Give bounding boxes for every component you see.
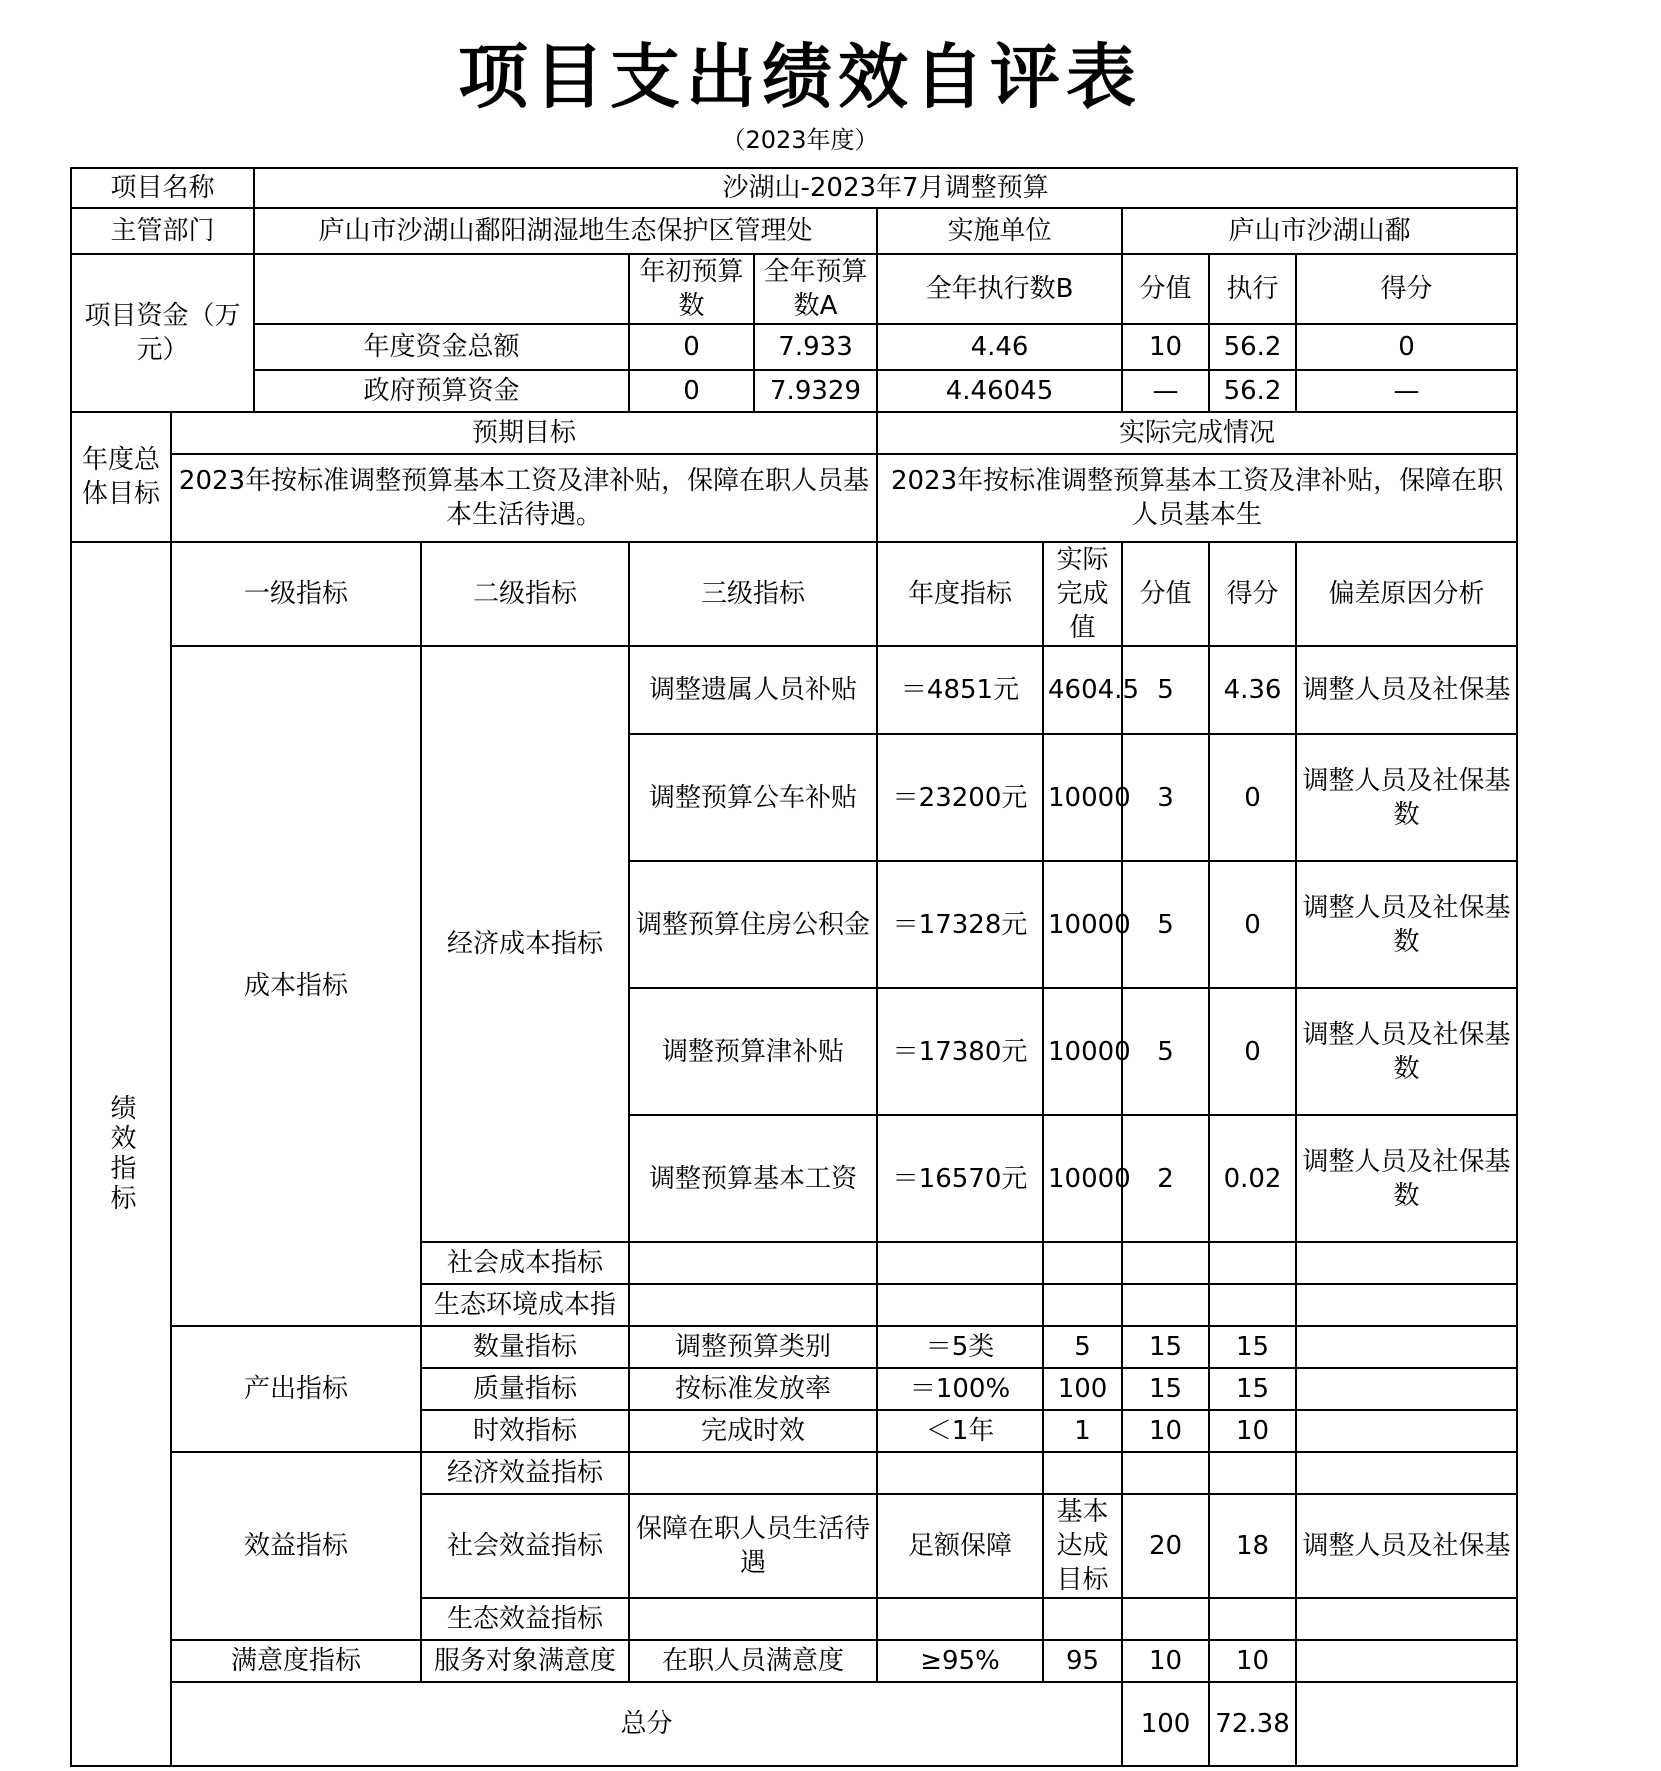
actual-value: 4604.5 — [1043, 646, 1122, 734]
target-value: ＝17328元 — [877, 861, 1043, 988]
target-value: ≥95% — [877, 1640, 1043, 1682]
funds-rate: 56.2 — [1209, 324, 1296, 370]
funds-annual: 7.9329 — [754, 370, 877, 412]
actual-value: 5 — [1043, 1326, 1122, 1368]
deviation-reason: 调整人员及社保基数 — [1296, 1115, 1517, 1242]
header-actual: 实际完成值 — [1043, 542, 1122, 646]
score-value: 20 — [1122, 1494, 1209, 1598]
funds-row-name: 政府预算资金 — [254, 370, 629, 412]
deviation-reason: 调整人员及社保基 — [1296, 1494, 1517, 1598]
score-value: 15 — [1122, 1326, 1209, 1368]
score: 18 — [1209, 1494, 1296, 1598]
funds-score-value: 10 — [1122, 324, 1209, 370]
score: 0 — [1209, 734, 1296, 861]
funds-label: 项目资金（万元） — [71, 254, 254, 412]
impl-value: 庐山市沙湖山鄱 — [1122, 208, 1517, 254]
l2-econ-benefit: 经济效益指标 — [421, 1452, 629, 1494]
target-value: ＝4851元 — [877, 646, 1043, 734]
expected-goal-text: 2023年按标准调整预算基本工资及津补贴，保障在职人员基本生活待遇。 — [171, 454, 877, 542]
score-value: 10 — [1122, 1410, 1209, 1452]
l2-service: 服务对象满意度 — [421, 1640, 629, 1682]
actual-goal-label: 实际完成情况 — [877, 412, 1517, 454]
funds-row-name: 年度资金总额 — [254, 324, 629, 370]
funds-exec: 4.46045 — [877, 370, 1122, 412]
col-annual-exec: 全年执行数B — [877, 254, 1122, 324]
goals-label: 年度总体目标 — [71, 412, 171, 542]
col-annual-budget: 全年预算数A — [754, 254, 877, 324]
l3-name: 调整遗属人员补贴 — [629, 646, 877, 734]
expected-goal-label: 预期目标 — [171, 412, 877, 454]
score-value: 15 — [1122, 1368, 1209, 1410]
l1-satisfaction: 满意度指标 — [171, 1640, 421, 1682]
l3-name: 调整预算类别 — [629, 1326, 877, 1368]
perf-label: 绩效指标 — [71, 542, 171, 1766]
target-value: ＜1年 — [877, 1410, 1043, 1452]
deviation-reason: 调整人员及社保基数 — [1296, 988, 1517, 1115]
actual-value: 95 — [1043, 1640, 1122, 1682]
project-name: 沙湖山-2023年7月调整预算 — [254, 168, 1517, 208]
l3-name: 完成时效 — [629, 1410, 877, 1452]
score: 0.02 — [1209, 1115, 1296, 1242]
actual-value: 100 — [1043, 1368, 1122, 1410]
l2-quality: 质量指标 — [421, 1368, 629, 1410]
actual-value: 10000 — [1043, 861, 1122, 988]
score-value: 2 — [1122, 1115, 1209, 1242]
header-value: 分值 — [1122, 542, 1209, 646]
score: 10 — [1209, 1410, 1296, 1452]
col-score: 得分 — [1296, 254, 1517, 324]
deviation-reason: 调整人员及社保基数 — [1296, 734, 1517, 861]
total-score: 72.38 — [1209, 1682, 1296, 1766]
l2-social-cost: 社会成本指标 — [421, 1242, 629, 1284]
project-name-label: 项目名称 — [71, 168, 254, 208]
target-value: ＝16570元 — [877, 1115, 1043, 1242]
l2-timeliness: 时效指标 — [421, 1410, 629, 1452]
funds-initial: 0 — [629, 370, 754, 412]
total-value: 100 — [1122, 1682, 1209, 1766]
funds-initial: 0 — [629, 324, 754, 370]
l1-output: 产出指标 — [171, 1326, 421, 1452]
score: 10 — [1209, 1640, 1296, 1682]
l2-eco-cost: 生态环境成本指 — [421, 1284, 629, 1326]
deviation-reason: 调整人员及社保基数 — [1296, 861, 1517, 988]
actual-value: 1 — [1043, 1410, 1122, 1452]
funds-annual: 7.933 — [754, 324, 877, 370]
score: 0 — [1209, 861, 1296, 988]
header-score: 得分 — [1209, 542, 1296, 646]
year-subtitle: （2023年度） — [721, 126, 879, 154]
score: 15 — [1209, 1326, 1296, 1368]
target-value: ＝100% — [877, 1368, 1043, 1410]
score-value: 5 — [1122, 988, 1209, 1115]
score-value: 10 — [1122, 1640, 1209, 1682]
header-l1: 一级指标 — [171, 542, 421, 646]
funds-rate: 56.2 — [1209, 370, 1296, 412]
l2-eco-benefit: 生态效益指标 — [421, 1598, 629, 1640]
col-initial-budget: 年初预算数 — [629, 254, 754, 324]
l1-benefit: 效益指标 — [171, 1452, 421, 1640]
actual-value: 10000 — [1043, 1115, 1122, 1242]
funds-score-value: — — [1122, 370, 1209, 412]
score: 15 — [1209, 1368, 1296, 1410]
funds-score: 0 — [1296, 324, 1517, 370]
target-value: ＝17380元 — [877, 988, 1043, 1115]
l3-name: 按标准发放率 — [629, 1368, 877, 1410]
actual-goal-text: 2023年按标准调整预算基本工资及津补贴，保障在职人员基本生 — [877, 454, 1517, 542]
l3-name: 调整预算基本工资 — [629, 1115, 877, 1242]
dept-value: 庐山市沙湖山鄱阳湖湿地生态保护区管理处 — [254, 208, 877, 254]
deviation-reason: 调整人员及社保基 — [1296, 646, 1517, 734]
l1-cost: 成本指标 — [171, 646, 421, 1326]
header-l2: 二级指标 — [421, 542, 629, 646]
header-target: 年度指标 — [877, 542, 1043, 646]
actual-value: 基本达成目标 — [1043, 1494, 1122, 1598]
score: 0 — [1209, 988, 1296, 1115]
col-exec-rate: 执行 — [1209, 254, 1296, 324]
score-value: 5 — [1122, 861, 1209, 988]
total-label: 总分 — [171, 1682, 1122, 1766]
funds-blank-header — [254, 254, 629, 324]
l2-econ-cost: 经济成本指标 — [421, 646, 629, 1242]
funds-exec: 4.46 — [877, 324, 1122, 370]
target-value: ＝5类 — [877, 1326, 1043, 1368]
actual-value: 10000 — [1043, 988, 1122, 1115]
page-title: 项目支出绩效自评表 — [458, 35, 1142, 118]
target-value: ＝23200元 — [877, 734, 1043, 861]
actual-value: 10000 — [1043, 734, 1122, 861]
l3-name: 保障在职人员生活待遇 — [629, 1494, 877, 1598]
impl-label: 实施单位 — [877, 208, 1122, 254]
l3-name: 调整预算津补贴 — [629, 988, 877, 1115]
l2-social-benefit: 社会效益指标 — [421, 1494, 629, 1598]
score: 4.36 — [1209, 646, 1296, 734]
score-value: 5 — [1122, 646, 1209, 734]
header-reason: 偏差原因分析 — [1296, 542, 1517, 646]
funds-score: — — [1296, 370, 1517, 412]
l2-quantity: 数量指标 — [421, 1326, 629, 1368]
l3-name: 调整预算住房公积金 — [629, 861, 877, 988]
performance-table — [70, 167, 1518, 1767]
dept-label: 主管部门 — [71, 208, 254, 254]
l3-name: 调整预算公车补贴 — [629, 734, 877, 861]
col-score-value: 分值 — [1122, 254, 1209, 324]
header-l3: 三级指标 — [629, 542, 877, 646]
target-value: 足额保障 — [877, 1494, 1043, 1598]
score-value: 3 — [1122, 734, 1209, 861]
l3-name: 在职人员满意度 — [629, 1640, 877, 1682]
